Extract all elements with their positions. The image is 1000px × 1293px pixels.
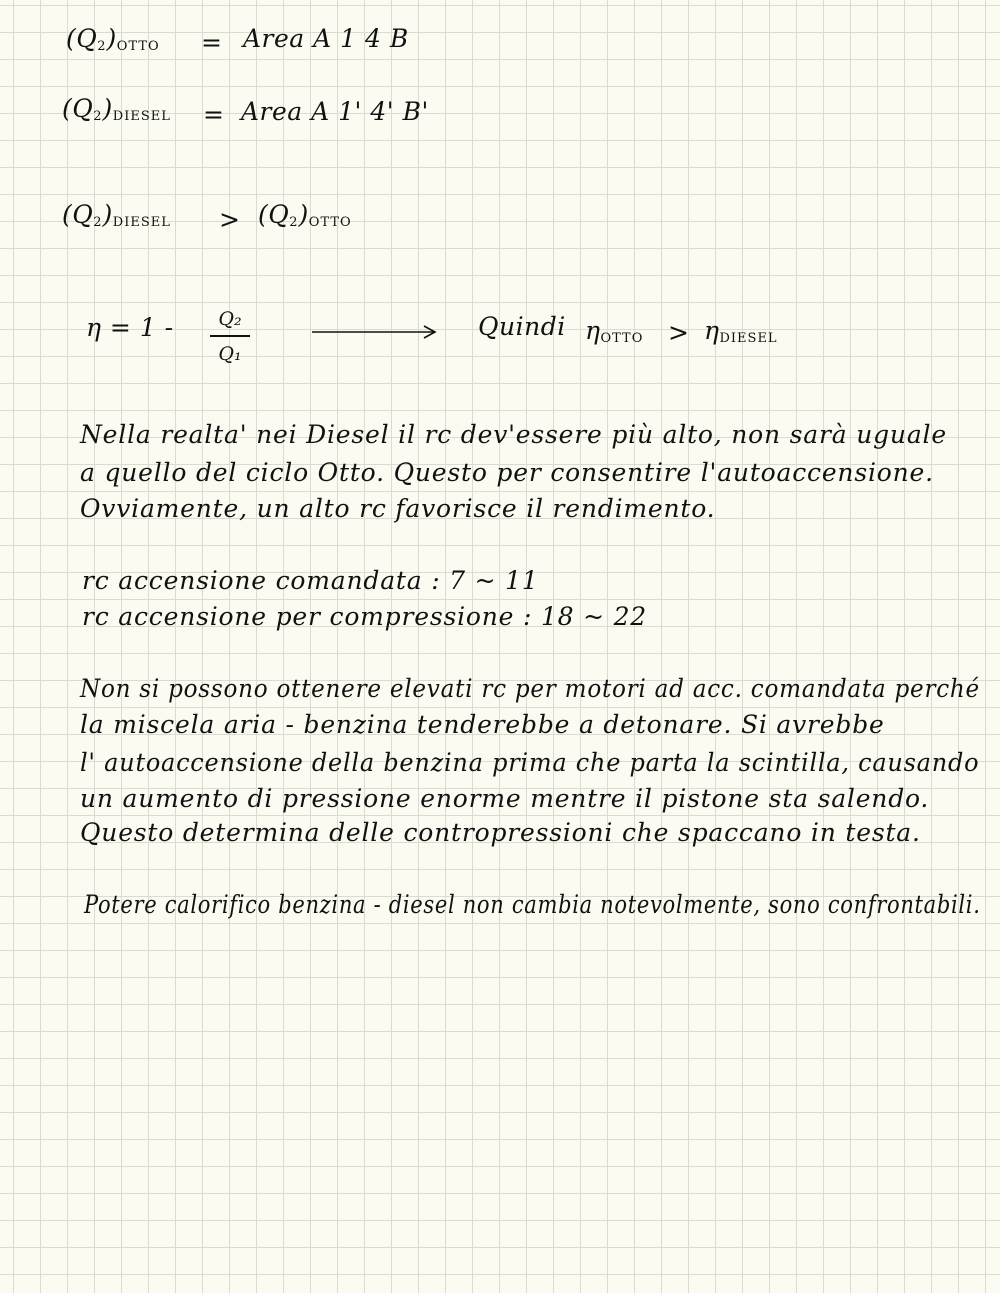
paragraph2-line2: la miscela aria - benzina tenderebbe a detonare. Si avrebbe [80, 710, 885, 739]
cmp-right-open: (Q [258, 200, 290, 229]
ratio-compression-ignition: rc accensione per compressione : 18 ~ 22 [82, 602, 648, 631]
q2-diesel-index: 2 [93, 109, 103, 124]
efficiency-fraction [210, 310, 250, 364]
q2-otto-open: (Q [66, 24, 98, 53]
q2-diesel-close: ) [102, 94, 113, 123]
paragraph2-line4: un aumento di pressione enorme mentre il pistone sta salendo. [80, 784, 930, 813]
q2-diesel-open: (Q [62, 94, 94, 123]
eta-otto-symbol: η [585, 316, 601, 345]
conclusion-prefix: Quindi [478, 312, 566, 341]
paragraph3-line1: Potere calorifico benzina - diesel non cambia notevolmente, sono confrontabili. [84, 890, 981, 919]
paragraph2-line5: Questo determina delle contropressioni che spaccano in testa. [80, 818, 921, 847]
cmp-left-close: ) [102, 200, 113, 229]
q2-otto-close: ) [106, 24, 117, 53]
eta-diesel [704, 318, 778, 345]
area-otto: Area A 1 4 B [243, 24, 409, 53]
fraction-denominator: Q₁ [218, 342, 242, 365]
paragraph1-line1: Nella realta' nei Diesel il rc dev'essere più alto, non sarà uguale [80, 420, 947, 449]
paragraph2-line1: Non si possono ottenere elevati rc per motori ad acc. comandata perché [80, 674, 980, 703]
cmp-left-subscript: DIESEL [112, 215, 171, 230]
fraction-bar [210, 335, 250, 337]
equation-q2-otto [66, 26, 160, 53]
greater-than-sign: > [219, 205, 241, 234]
equals-sign-diesel: = [203, 100, 225, 129]
cmp-right-subscript: OTTO [308, 215, 352, 230]
right-arrow-icon [310, 324, 440, 340]
paragraph1-line2: a quello del ciclo Otto. Questo per consentire l'autoaccensione. [80, 458, 934, 487]
cmp-left-index: 2 [93, 215, 103, 230]
equals-sign-otto: = [201, 28, 223, 57]
equation-q2-diesel [62, 96, 171, 123]
eta-diesel-subscript: DIESEL [719, 331, 778, 346]
cmp-right-index: 2 [289, 215, 299, 230]
paragraph2-line3: l' autoaccensione della benzina prima che parta la scintilla, causando [80, 748, 980, 777]
area-diesel: Area A 1' 4' B' [241, 97, 429, 126]
fraction-numerator: Q₂ [218, 308, 242, 330]
eta-otto-subscript: OTTO [600, 331, 644, 346]
comparison-right [258, 202, 352, 229]
q2-otto-index: 2 [97, 39, 107, 54]
efficiency-lhs: η = 1 - [86, 313, 174, 342]
cmp-left-open: (Q [62, 200, 94, 229]
q2-otto-subscript: OTTO [116, 39, 160, 54]
paragraph1-line3: Ovviamente, un alto rc favorisce il rendimento. [80, 494, 716, 523]
comparison-left [62, 202, 171, 229]
conclusion-greater-than: > [668, 318, 690, 347]
q2-diesel-subscript: DIESEL [112, 109, 171, 124]
eta-diesel-symbol: η [704, 316, 720, 345]
eta-otto [585, 318, 643, 345]
ratio-spark-ignition: rc accensione comandata : 7 ~ 11 [82, 566, 539, 595]
cmp-right-close: ) [298, 200, 309, 229]
